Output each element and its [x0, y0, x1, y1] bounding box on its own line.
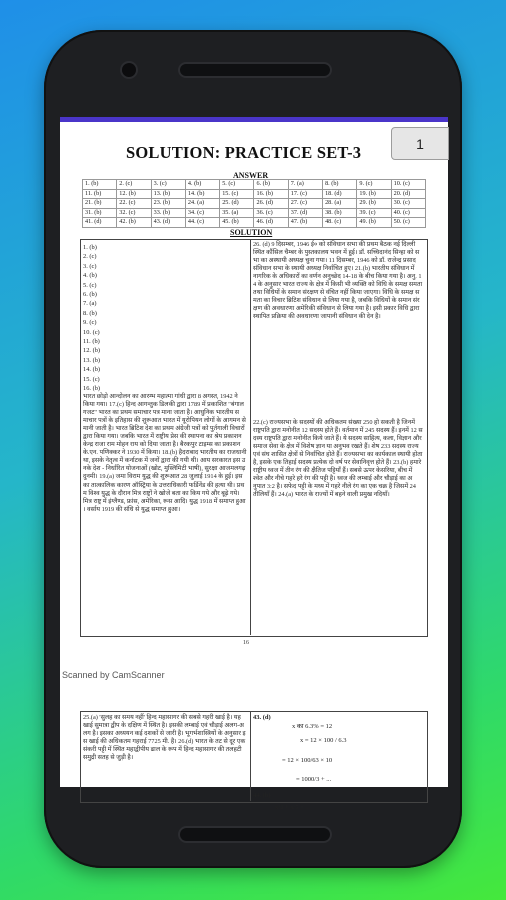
- math-line-4: = 1000/3 + ...: [296, 776, 332, 783]
- answer-cell: 18. (d): [323, 189, 357, 199]
- answer-cell: 40. (c): [391, 208, 425, 218]
- answer-cell: 26. (d): [254, 199, 288, 209]
- answer-cell: 37. (d): [288, 208, 322, 218]
- answer-list-item: 13. (b): [83, 356, 101, 364]
- scanner-watermark: Scanned by CamScanner: [62, 670, 165, 680]
- answer-cell: 24. (a): [185, 199, 219, 209]
- answer-list-item: 14. (b): [83, 366, 101, 374]
- answer-list-item: 6. (b): [83, 291, 97, 299]
- answer-list-item: 2. (c): [83, 253, 97, 261]
- answer-list-item: 1. (b): [83, 244, 97, 251]
- answer-key-table: [82, 179, 426, 228]
- answer-cell: 14. (b): [185, 189, 219, 199]
- answer-row: [83, 218, 426, 228]
- answer-list-item: 12. (b): [83, 347, 101, 355]
- answer-cell: 17. (c): [288, 189, 322, 199]
- app-top-bar: [60, 117, 448, 122]
- answer-cell: 3. (c): [151, 180, 185, 190]
- page-title: SOLUTION: PRACTICE SET-3: [126, 143, 362, 162]
- answer-cell: 41. (d): [83, 218, 117, 228]
- left-solution-text: भारत छोड़ो आन्दोलन का आरम्भ महात्मा गांधी द्वारा 8 अगस्त, 1942 ने किया गया। 17.(c) हिन्द आगन्तुक डिलकी द्वारा 1789 में प्रकाशित "बंगाल गजट" भारत का प्रथम समाचार पत्र माना जाता है। आधुनिक भारतीय समाचार पत्रों के इतिहास की शुरूआत भारत में यूरोपियन लोगों के आगमन से मानी जाती है। भारत ब्रिटिश देश का प्रथम अंग्रेजी पत्रों को पुर्तगाली विचारों द्वारा किया गया। जबकि भारत में राष्ट्रीय प्रेस की स्थापना का श्रेय प्रकाशन केन्द्र राजा राम मोहन राय को दिया जाता है। बैरकपुर टाइम्स का प्रकाशन के.एन. पणिक्कर ने 1930 में किया। 18.(b) हैदराबाद भारतीय का राजधानी था, इसके नेतृत्व में कर्नाटक में जनों द्वारा की गयी थी। आय सरकारत इस उनके देश - निर्धारित योजनाओं (खोट, मुस्लिमिटी भाषी), सुरक्षा आजमलगढ़ दुनमी। 19.(a) जमा विराम युद्ध की शुरूआत 28 जुलाई 1914 के हुई। इसका तात्कालिक कारण ऑस्ट्रिया के उत्तराधिकारी फर्डिनेंड की हत्या थी। प्रथम विश्व युद्ध के दौरान मित्र राष्ट्रों ने खोजे बता का किय गये और बूढ़े गये। मित्र राष्ट्र में इंग्लैण्ड, फ्रांस, अमेरिका, रूस आदि। युद्ध 1918 में समाप्त हुआ। वर्साय 1919 की संधि से युद्ध समाप्त हुआ।: [83, 393, 247, 513]
- answer-list-item: 4. (b): [83, 272, 97, 280]
- math-line-2: x = 12 × 100 / 6.3: [300, 737, 347, 744]
- page-number: 16: [243, 640, 249, 646]
- answer-cell: 42. (b): [117, 218, 151, 228]
- answer-cell: 36. (c): [254, 208, 288, 218]
- answer-cell: 19. (b): [357, 189, 391, 199]
- answer-list: [83, 243, 100, 394]
- answer-cell: 43. (d): [151, 218, 185, 228]
- answer-cell: 38. (b): [323, 208, 357, 218]
- answer-cell: 27. (c): [288, 199, 322, 209]
- answer-cell: 47. (b): [288, 218, 322, 228]
- answer-list-item: 11. (b): [83, 338, 100, 346]
- answer-list-item: 10. (c): [83, 328, 100, 336]
- answer-cell: 39. (c): [357, 208, 391, 218]
- answer-cell: 11. (b): [83, 189, 117, 199]
- answer-list-item: 8. (b): [83, 309, 97, 317]
- answer-cell: 9. (c): [357, 180, 391, 190]
- math-line-5: x/3 + x/5 = ...: [275, 804, 311, 811]
- answer-cell: 48. (c): [323, 218, 357, 228]
- answer-cell: 22. (c): [117, 199, 151, 209]
- answer-list-item: 3. (c): [83, 262, 97, 270]
- phone-frame: [44, 30, 462, 868]
- answer-cell: 21. (b): [83, 199, 117, 209]
- answer-cell: 10. (c): [391, 180, 425, 190]
- answer-cell: 35. (a): [220, 208, 254, 218]
- answer-cell: 46. (d): [254, 218, 288, 228]
- page2-column-divider: [250, 711, 251, 801]
- answer-cell: 32. (c): [117, 208, 151, 218]
- answer-cell: 7. (a): [288, 180, 322, 190]
- answer-list-item: 15. (c): [83, 375, 100, 383]
- front-camera: [122, 63, 136, 77]
- answer-cell: 15. (c): [220, 189, 254, 199]
- math-line-1: x का 6.3% = 12: [292, 723, 333, 730]
- answer-cell: 13. (b): [151, 189, 185, 199]
- answer-cell: 29. (b): [357, 199, 391, 209]
- answer-row: [83, 180, 426, 190]
- answer-list-item: 16. (b): [83, 385, 101, 393]
- answer-cell: 1. (b): [83, 180, 117, 190]
- answer-cell: 30. (c): [391, 199, 425, 209]
- bottom-speaker: [180, 828, 330, 841]
- answer-cell: 20. (d): [391, 189, 425, 199]
- answer-cell: 4. (b): [185, 180, 219, 190]
- answer-list-item: 7. (a): [83, 300, 97, 308]
- pdf-viewer-screen[interactable]: [60, 117, 448, 811]
- answer-cell: 44. (c): [185, 218, 219, 228]
- q44-label: 44. (b): [253, 792, 271, 799]
- answer-cell: 34. (c): [185, 208, 219, 218]
- answer-cell: 6. (b): [254, 180, 288, 190]
- q43-label: 43. (d): [253, 714, 271, 721]
- right-solution-text-mid: 22.(c) राज्यसभा के सदस्यों की अधिकतम संख्या 250 हो सकती है जिनमें राष्ट्रपति द्वारा मनोनीत 12 सदस्य होते हैं। वर्तमान में 245 सदस्य हैं। इनमें 12 सदस्य राष्ट्रपति द्वारा मनोनीत किये जाते हैं। ये सदस्य साहित्य, कला, विज्ञान और समाज सेवा के क्षेत्र में विशेष ज्ञान या अनुभव रखते हैं। शेष 233 सदस्य राज्य एवं संघ शासित क्षेत्रों से निर्वाचित होते हैं। राज्यसभा का कार्यकाल स्थायी होता है, इसके एक तिहाई सदस्य प्रत्येक दो वर्ष पर सेवानिवृत्त होते हैं। 23.(b) हमारे राष्ट्रीय ध्वज में तीन रंग की क्षैतिज पट्टियाँ हैं। सबसे ऊपर केसरिया, बीच में श्वेत और नीचे गहरे हरे रंग की पट्टी है। ध्वज की लम्बाई और चौड़ाई का अनुपात 3:2 है। सफेद पट्टी के मध्य में गहरे नीले रंग का एक चक्र है जिसमें 24 तीलियाँ हैं। 24.(a) भारत के राज्यों में बहने वाली प्रमुख नदियाँ।: [253, 419, 423, 499]
- answer-cell: 2. (c): [117, 180, 151, 190]
- answer-cell: 45. (b): [220, 218, 254, 228]
- earpiece-speaker: [180, 64, 330, 76]
- answer-cell: 12. (b): [117, 189, 151, 199]
- answer-row: [83, 208, 426, 218]
- math-line-3: = 12 × 100/63 × 10: [282, 757, 333, 764]
- column-divider: [250, 239, 251, 635]
- answer-cell: 23. (b): [151, 199, 185, 209]
- answer-cell: 31. (b): [83, 208, 117, 218]
- solution-heading: SOLUTION: [230, 228, 273, 237]
- answer-cell: 28. (a): [323, 199, 357, 209]
- answer-row: [83, 199, 426, 209]
- page-indicator[interactable]: 1: [391, 127, 449, 160]
- answer-heading: ANSWER: [233, 171, 269, 180]
- right-solution-text-top: 26. (d) 9 दिसम्बर, 1946 ई० को संविधान सभा की प्रथम बैठक नई दिल्ली स्थित कौंसिल चैम्बर के पुस्तकालय भवन में हुई। डॉ. सच्चिदानंद सिन्हा को सभा का अस्थायी अध्यक्ष चुना गया। 11 दिसम्बर, 1946 को डॉ. राजेन्द्र प्रसाद संविधान सभा के स्थायी अध्यक्ष निर्वाचित हुए। 21.(b) भारतीय संविधान में नागरिक के अधिकारों का वर्णन अनुच्छेद 14-18 के बीच किया गया है। अनु. 14 के अनुसार भारत राज्य के क्षेत्र में किसी भी व्यक्ति को विधि के समक्ष समता तथा विधियों के समान संरक्षण से वंचित नहीं किया जाएगा। विधि के समक्ष समता का विचार ब्रिटिश संविधान से लिया गया है, जबकि विधियों के समान संरक्षण की अवधारणा अमेरिकी संविधान से लिया गया है। इसी प्रकार विधि द्वारा स्थापित प्रक्रिया की अवधारणा जापानी संविधान की देन है।: [253, 241, 423, 321]
- answer-row: [83, 189, 426, 199]
- answer-cell: 33. (b): [151, 208, 185, 218]
- answer-list-item: 5. (c): [83, 281, 97, 289]
- answer-list-item: 9. (c): [83, 319, 97, 327]
- answer-cell: 5. (c): [220, 180, 254, 190]
- answer-cell: 49. (b): [357, 218, 391, 228]
- page2-left-text: 25.(a) 'सुलह का समय नहीं' हिन्द महासागर की सबसे गहरी खाई है। यह खाई सुमात्रा द्वीप के दक्षिण में स्थित है। इसकी लम्बाई एवं चौड़ाई अलग-अलग है। इसका अध्ययन कई दशकों से जारी है। भूगर्भशास्त्रियों के अनुसार इस खाई की अधिकतम गहराई 7725 मी. है। 26.(d) भारत के तट से दूर एक संकरी पट्टी में स्थित महाद्वीपीय ढाल के रूप में हिन्द महासागर की तलहटी समुद्री सतह से जुड़ी है।: [83, 714, 246, 762]
- answer-cell: 25. (d): [220, 199, 254, 209]
- answer-cell: 8. (b): [323, 180, 357, 190]
- answer-cell: 16. (b): [254, 189, 288, 199]
- answer-cell: 50. (c): [391, 218, 425, 228]
